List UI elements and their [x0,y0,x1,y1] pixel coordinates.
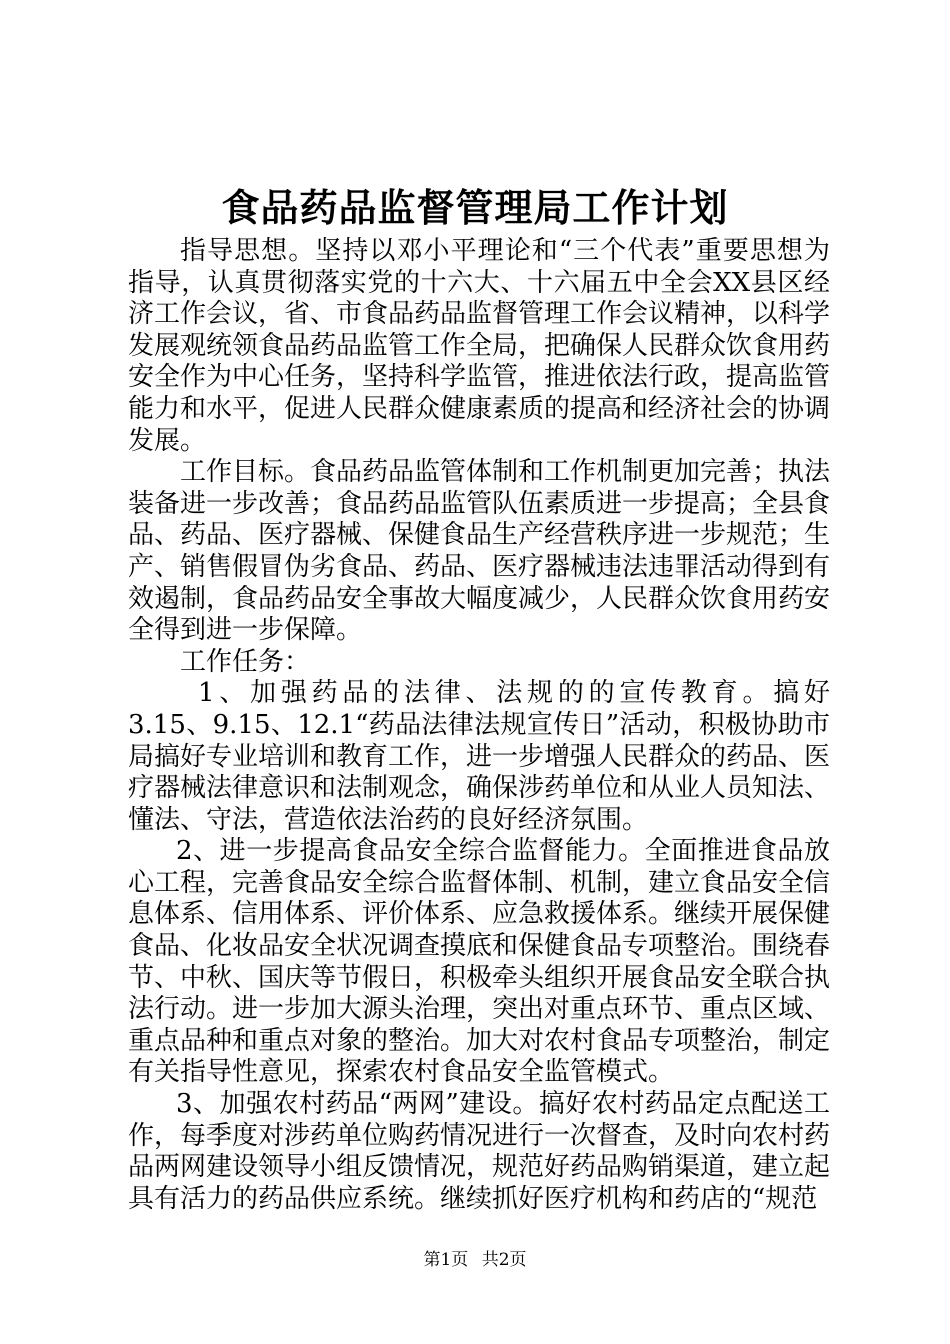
page-footer [0,1245,950,1270]
paragraph-work-tasks-heading: 工作任务： [180,646,311,677]
paragraph-task-3: 3、加强农村药品“两网”建设。搞好农村药品定点配送工作，每季度对涉药单位购药情况进行一次督查，及时向农村药品两网建设领导小组反馈情况，规范好药品购销渠道，建立起具有活力的药品供应系统。继续抓好医疗机构和药店的“规范 [128,1089,831,1214]
paragraph-guiding-ideology: 指导思想。坚持以邓小平理论和“三个代表”重要思想为指导，认真贯彻落实党的十六大、十六届五中全会XX县区经济工作会议，省、市食品药品监督管理工作会议精神，以科学发展观统领食品药品监管工作全局，把确保人民群众饮食用药安全作为中心任务，坚持科学监管，推进依法行政，提高监管能力和水平，促进人民群众健康素质的提高和经济社会的协调发展。 [128,236,831,456]
paragraph-work-goals: 工作目标。食品药品监管体制和工作机制更加完善；执法装备进一步改善；食品药品监管队伍素质进一步提高；全县食品、药品、医疗器械、保健食品生产经营秩序进一步规范；生产、销售假冒伪劣食品、药品、医疗器械违法违罪活动得到有效遏制，食品药品安全事故大幅度减少，人民群众饮食用药安全得到进一步保障。 [128,457,831,646]
page-total: 共2页 [481,1250,527,1270]
paragraph-task-1-body: 3.15、9.15、12.1“药品法律法规宣传日”活动，积极协助市局搞好专业培训和教育工作，进一步增强人民群众的药品、医疗器械法律意识和法制观念，确保涉药单位和从业人员知法、懂法、守法，营造依法治药的良好经济氛围。 [128,709,831,835]
document-title: 食品药品监督管理局工作计划 [221,185,729,230]
paragraph-task-2: 2、进一步提高食品安全综合监督能力。全面推进食品放心工程，完善食品安全综合监督体制、机制，建立食品安全信息体系、信用体系、评价体系、应急救援体系。继续开展保健食品、化妆品安全状况调查摸底和保健食品专项整治。围绕春节、中秋、国庆等节假日，积极牵头组织开展食品安全联合执法行动。进一步加大源头治理，突出对重点环节、重点区域、重点品种和重点对象的整治。加大对农村食品专项整治，制定有关指导性意见，探索农村食品安全监管模式。 [128,836,831,1088]
document-body [128,236,830,1215]
page-number: 第1页 [423,1250,469,1270]
paragraph-task-1-lead: 1、加强药品的法律、法规的的宣传教育。搞好 [198,678,830,709]
